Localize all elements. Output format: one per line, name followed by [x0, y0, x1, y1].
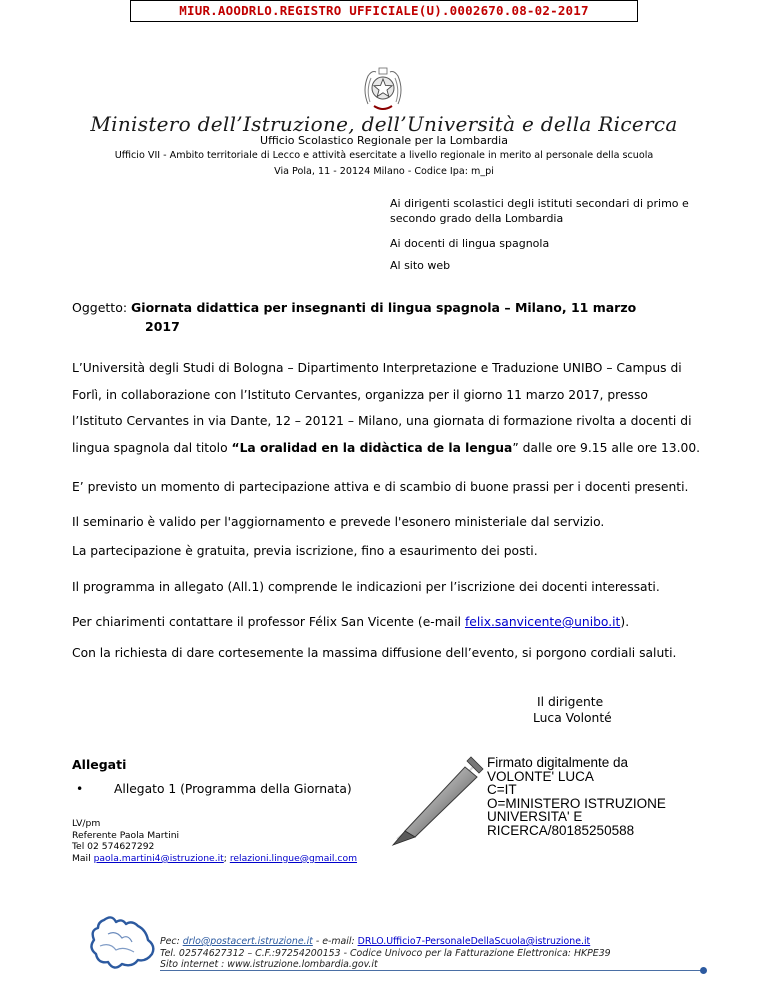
digital-signature	[487, 756, 666, 838]
list-item	[76, 782, 352, 796]
office-name: Ufficio Scolastico Regionale per la Lombardia	[260, 134, 508, 147]
digital-signature-line: RICERCA/80185250588	[487, 822, 635, 838]
reference-initials: LV/pm	[72, 818, 101, 829]
subject-text: Giornata didattica per insegnanti di lingua spagnola – Milano, 11 marzo	[131, 300, 637, 315]
subject	[72, 298, 692, 336]
body-paragraph-7: Con la richiesta di dare cortesemente la massima diffusione dell’evento, si porgono cordiali saluti.	[72, 646, 677, 660]
reference-tel: Tel 02 574627292	[72, 841, 155, 853]
ministry-name: Ministero dell’Istruzione, dell’Università e della Ricerca	[90, 112, 678, 136]
bullet: •	[76, 782, 84, 796]
contact-email-link[interactable]: felix.sanvicente@unibo.it	[464, 615, 621, 629]
footer	[160, 936, 611, 971]
body-paragraph-2: E’ previsto un momento di partecipazione attiva e di scambio di buone prassi per i docenti presenti.	[72, 480, 689, 494]
mail-link-1[interactable]: paola.martini4@istruzione.it	[93, 852, 224, 864]
footer-contacts	[160, 936, 611, 948]
pec-link[interactable]: drlo@postacert.istruzione.it	[182, 936, 313, 947]
body-paragraph-6	[72, 615, 702, 629]
footer-dot-icon	[700, 967, 707, 974]
body-paragraph-3: Il seminario è valido per l'aggiornamento e prevede l'esonero ministeriale dal servizio.	[72, 515, 605, 529]
p1-text: L’Università degli Studi di Bologna – Dipartimento Interpretazione e Traduzione UNIBO – Campus di Forlì, in collaborazione con l’Istituto Cervantes, organizza per il giorno 11 marzo 2017, presso l’Istituto Cervantes in via Dante, 12 – 20121 – Milano, una giornata di formazione rivolta a docenti di lingua spagnola dal titolo	[72, 361, 692, 455]
office-address: Via Pola, 11 - 20124 Milano - Codice Ipa: m_pi	[274, 166, 494, 177]
subject-label: Oggetto:	[72, 300, 128, 315]
pen-signature-icon	[385, 755, 485, 847]
digital-signature-line: C=IT	[487, 782, 517, 798]
footer-divider	[160, 970, 704, 971]
recipient-docenti: Ai docenti di lingua spagnola	[390, 237, 550, 250]
office-subtitle: Ufficio VII - Ambito territoriale di Lecco e attività esercitate a livello regionale in merito al personale della scuola	[114, 150, 654, 161]
signer-block	[533, 694, 612, 726]
pec-label: Pec:	[160, 936, 183, 947]
footer-site: Sito internet : www.istruzione.lombardia.gov.it	[160, 959, 378, 970]
footer-email-link[interactable]: DRLO.Ufficio7-PersonaleDellaScuola@istruzione.it	[357, 936, 591, 947]
protocol-stamp: MIUR.AOODRLO.REGISTRO UFFICIALE(U).0002670.08-02-2017	[130, 0, 638, 22]
digital-signature-line: VOLONTE' LUCA	[487, 768, 594, 784]
body-paragraph-5: Il programma in allegato (All.1) comprende le indicazioni per l’iscrizione dei docenti interessati.	[72, 580, 660, 594]
body-paragraph-4: La partecipazione è gratuita, previa iscrizione, fino a esaurimento dei posti.	[72, 544, 538, 558]
digital-signature-line: UNIVERSITA' E	[487, 809, 583, 825]
p6-text: Per chiarimenti contattare il professor Félix San Vicente (e-mail	[72, 615, 465, 629]
subject-text-cont: 2017	[145, 319, 180, 334]
mail-label: Mail	[72, 852, 94, 864]
allegati-heading: Allegati	[72, 757, 127, 772]
p1-event-title: “La oralidad en la didàctica de la lengua	[231, 440, 513, 455]
recipient-sito: Al sito web	[390, 259, 451, 272]
p1-text-end: ” dalle ore 9.15 alle ore 13.00.	[512, 440, 701, 455]
lombardia-map-icon	[86, 912, 164, 976]
reference-mail	[72, 853, 357, 865]
mail-link-2[interactable]: relazioni.lingue@gmail.com	[229, 852, 358, 864]
p6-text-end: ).	[620, 615, 630, 629]
signer-name: Luca Volonté	[533, 711, 612, 725]
allegato-label: Allegato 1 (Programma della Giornata)	[114, 782, 352, 796]
reference-block	[72, 818, 357, 864]
signer-title: Il dirigente	[537, 695, 604, 709]
digital-signature-line: Firmato digitalmente da	[487, 755, 629, 770]
mail-separator: ;	[223, 852, 230, 864]
digital-signature-line: O=MINISTERO ISTRUZIONE	[487, 795, 666, 811]
body-paragraph-1	[72, 355, 702, 461]
footer-tel: Tel. 02574627312 – C.F.:97254200153 - Codice Univoco per la Fatturazione Elettronica: HKPE39	[160, 947, 611, 959]
reference-person: Referente Paola Martini	[72, 829, 180, 841]
italian-republic-emblem-icon	[360, 64, 406, 114]
recipient-dirigenti: Ai dirigenti scolastici degli istituti secondari di primo e secondo grado della Lombardia	[390, 197, 689, 225]
email-label: - e-mail:	[312, 936, 358, 947]
